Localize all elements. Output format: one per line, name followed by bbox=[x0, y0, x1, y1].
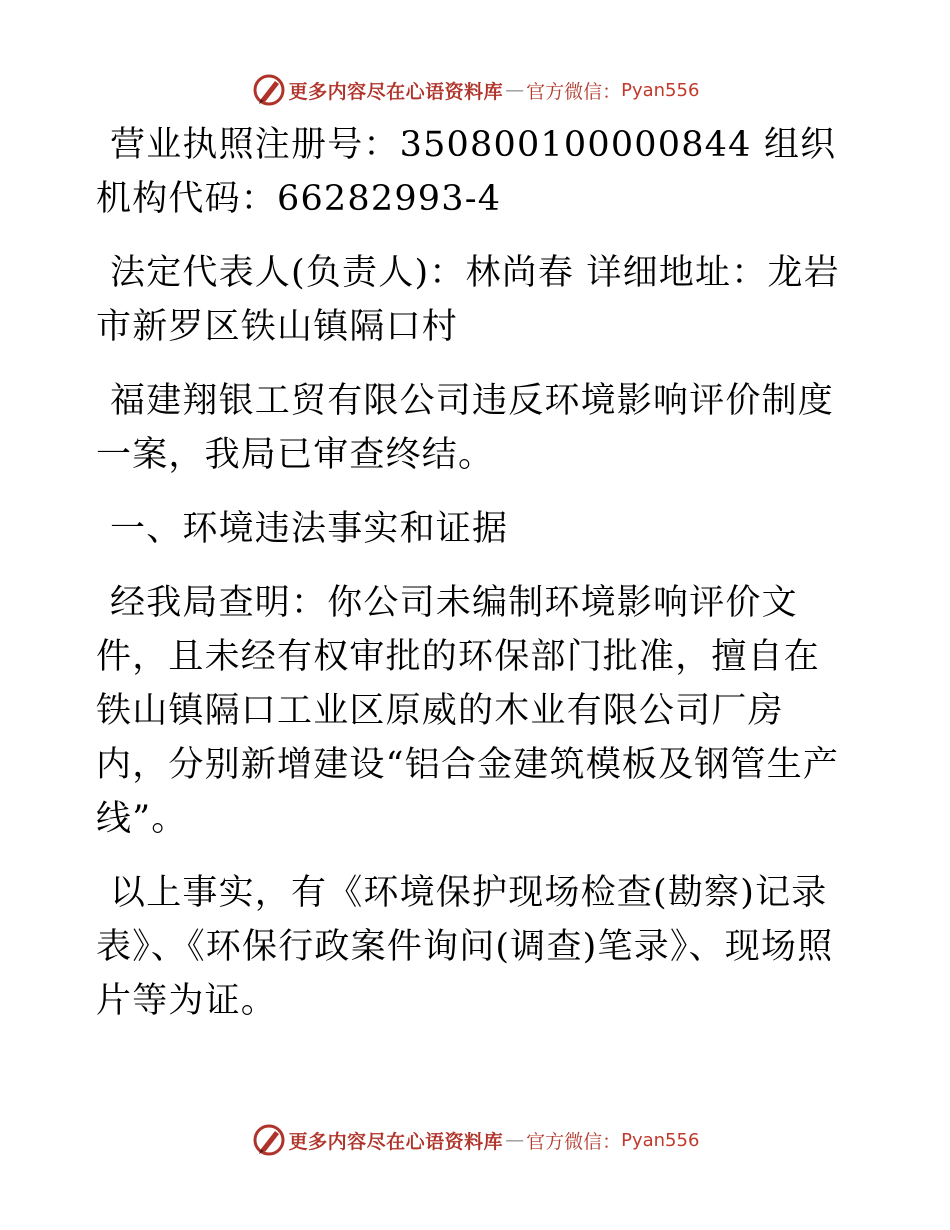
watermark-wechat-id: Pyan556 bbox=[621, 79, 700, 101]
watermark-dash: — bbox=[505, 79, 525, 101]
paragraph-evidence bbox=[96, 866, 856, 1028]
watermark-wechat-id: Pyan556 bbox=[621, 1129, 700, 1151]
watermark-wechat-label: 官方微信： bbox=[526, 80, 622, 103]
paragraph-text: 福建翔银工贸有限公司违反环境影响评价制度一案，我局已审查终结。 bbox=[96, 381, 835, 475]
paragraph-text: 法定代表人(负责人)：林尚春 详细地址：龙岩市新罗区铁山镇隔口村 bbox=[96, 253, 840, 347]
section-heading-facts bbox=[96, 502, 856, 556]
document-body bbox=[96, 118, 856, 1048]
paragraph-legal-representative bbox=[96, 246, 856, 354]
watermark-header bbox=[0, 70, 950, 110]
paragraph-findings bbox=[96, 576, 856, 846]
watermark-main-text: 更多内容尽在心语资料库 bbox=[288, 80, 504, 103]
paragraph-text: 经我局查明：你公司未编制环境影响评价文件，且未经有权审批的环保部门批准，擅自在铁山镇隔口工业区原威的木业有限公司厂房内，分别新增建设“铝合金建筑模板及钢管生产线”。 bbox=[96, 583, 840, 839]
watermark-main-text: 更多内容尽在心语资料库 bbox=[288, 1130, 504, 1153]
watermark-dash: — bbox=[505, 1129, 525, 1151]
pen-logo-icon bbox=[251, 72, 287, 108]
paragraph-case-summary bbox=[96, 374, 856, 482]
watermark-footer bbox=[0, 1120, 950, 1160]
pen-logo-icon bbox=[251, 1122, 287, 1158]
watermark-wechat-label: 官方微信： bbox=[526, 1130, 622, 1153]
heading-text: 一、环境违法事实和证据 bbox=[110, 509, 509, 549]
paragraph-text: 以上事实，有《环境保护现场检查(勘察)记录表》、《环保行政案件询问(调查)笔录》、现场照片等为证。 bbox=[96, 873, 834, 1021]
paragraph-license bbox=[96, 118, 856, 226]
paragraph-text: 营业执照注册号：350800100000844 组织机构代码：66282993-4 bbox=[96, 125, 837, 219]
